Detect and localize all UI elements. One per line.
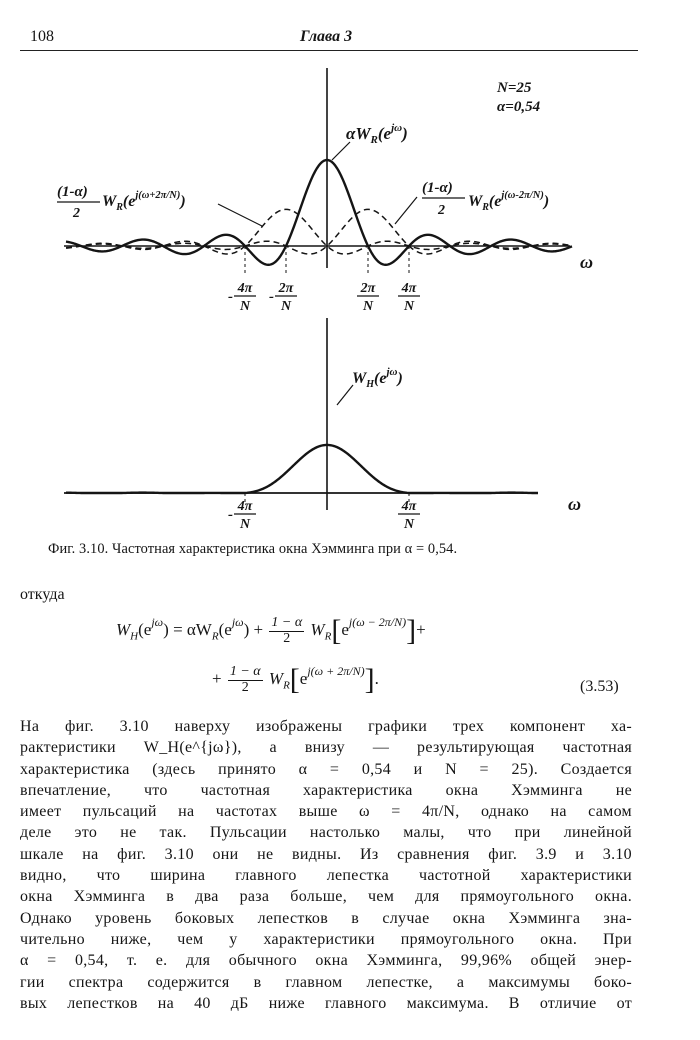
right-label-leader xyxy=(395,197,417,224)
curve-alpha-wr xyxy=(66,160,572,265)
tick-denominator: N xyxy=(239,517,251,532)
running-head: Глава 3 xyxy=(300,28,353,45)
right-label-rest: $W_R(e^{j(\omega-2\pi/N)})$ xyxy=(468,190,550,213)
bottom-tick-labels xyxy=(228,499,420,532)
tick-denominator: N xyxy=(403,517,415,532)
left-label-leader xyxy=(218,204,262,226)
tick-label xyxy=(228,281,256,314)
body-line: впечатление, что частотная характеристика окна Хэмминга не xyxy=(20,781,632,799)
equation-number: (3.53) xyxy=(580,678,619,695)
equation-fraction-1: $\frac{1 - \alpha}{2}$ xyxy=(271,614,303,646)
body-paragraph xyxy=(20,716,632,1014)
tick-denominator: N xyxy=(239,299,251,314)
center-label: $\alpha W_R(e^{j\omega})$ xyxy=(346,122,408,146)
tick-numerator: 4π xyxy=(401,499,417,514)
equation-line-1: $W_H(e^{j\omega}) = \alpha W_R(e^{j\omega})$ + $\frac{1 - \alpha}{2}$ $W_R[e^{j(\omega - 2\pi/N)}]+$ xyxy=(116,614,426,647)
tick-label xyxy=(398,499,420,532)
figure-caption: Фиг. 3.10. Частотная характеристика окна Хэмминга при α = 0,54. xyxy=(48,541,458,557)
top-axis-label: ω xyxy=(580,252,594,272)
tick-sign: - xyxy=(228,507,233,523)
tick-denominator: N xyxy=(280,299,292,314)
bottom-label-leader xyxy=(337,385,353,405)
tick-label xyxy=(357,281,379,314)
left-label-frac-den: 2 xyxy=(73,206,80,221)
equation-line-2: + $\frac{1 - \alpha}{2}$ $W_R[e^{j(\omega + 2\pi/N)}]$. xyxy=(212,663,379,696)
bottom-axis-label: ω xyxy=(568,494,582,514)
left-label-rest: $W_R(e^{j(\omega+2\pi/N)})$ xyxy=(102,190,186,213)
top-tick-labels xyxy=(228,281,420,314)
body-line: вых лепестков на 40 дБ ниже главного максимума. В отличие от xyxy=(20,994,632,1012)
param-n: N=25 xyxy=(497,80,532,96)
body-line: имеет пульсаций на частотах выше ω = 4π/N, однако на самом xyxy=(20,803,632,821)
tick-numerator: 4π xyxy=(237,281,253,296)
tick-denominator: N xyxy=(362,299,374,314)
tick-sign: - xyxy=(269,289,274,305)
bottom-label: $W_H(e^{j\omega})$ xyxy=(352,366,403,390)
tick-label xyxy=(398,281,420,314)
left-label-frac-num: (1-α) xyxy=(57,184,88,200)
page-number: 108 xyxy=(30,28,54,45)
tick-sign: - xyxy=(228,289,233,305)
body-line: окна Хэмминга в два раза больше, чем для прямоугольного окна. xyxy=(20,888,632,906)
body-line: рактеристики W_H(e^{jω}), а внизу — результирующая частотная xyxy=(20,739,632,757)
body-line: гии спектра содержится в главном лепестке, а максимумы боко- xyxy=(20,973,632,991)
tick-numerator: 4π xyxy=(237,499,253,514)
tick-numerator: 2π xyxy=(360,281,376,296)
tick-numerator: 2π xyxy=(278,281,294,296)
body-line: чительно ниже, чем у характеристики прямоугольного окна. При xyxy=(20,930,632,948)
body-line: α = 0,54, т. е. для обычного окна Хэмминга, 99,96% общей энер- xyxy=(20,952,632,970)
right-label-frac-num: (1-α) xyxy=(422,180,453,196)
center-label-leader xyxy=(332,142,350,160)
body-line: Однако уровень боковых лепестков в случае окна Хэмминга зна- xyxy=(20,909,632,927)
body-line: На фиг. 3.10 наверху изображены графики трех компонент ха- xyxy=(20,718,632,735)
curve-shifted-minus xyxy=(66,209,572,254)
curve-hamming-wh xyxy=(66,445,538,493)
body-line: видно, что ширина главного лепестка частотной характеристики xyxy=(20,867,632,885)
param-alpha: α=0,54 xyxy=(497,99,541,115)
tick-denominator: N xyxy=(403,299,415,314)
body-line: шкале на фиг. 3.10 они не видны. Из сравнения фиг. 3.9 и 3.10 xyxy=(20,845,632,863)
right-label-frac-den: 2 xyxy=(438,203,445,218)
body-line: характеристика (здесь принято α = 0,54 и N = 25). Создается xyxy=(20,760,632,778)
tick-numerator: 4π xyxy=(401,281,417,296)
tick-label xyxy=(269,281,297,314)
equation-fraction-2: $\frac{1 - \alpha}{2}$ xyxy=(229,663,261,695)
lead-word: откуда xyxy=(20,586,65,603)
tick-label xyxy=(228,499,256,532)
body-line: деле это не так. Пульсации настолько малы, что при линейной xyxy=(20,824,632,842)
